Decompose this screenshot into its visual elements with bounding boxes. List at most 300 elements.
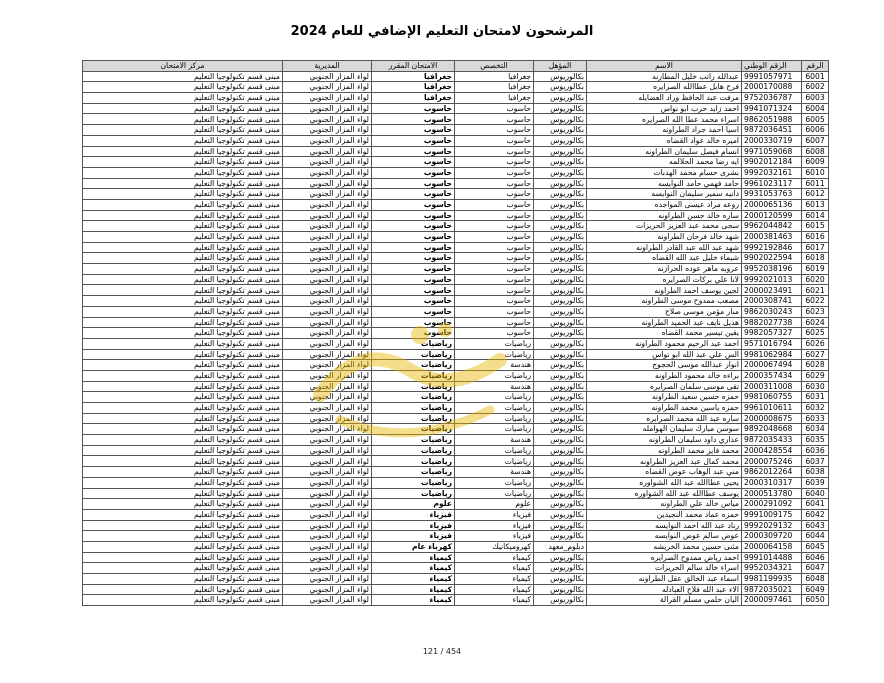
- row-qualification: بكالوريوس: [534, 274, 587, 285]
- row-specialization: جغرافيا: [455, 71, 534, 82]
- row-national-id: 9962044842: [742, 221, 802, 232]
- table-row: [83, 167, 829, 178]
- row-center: مبنى قسم تكنولوجيا التعليم: [83, 488, 283, 499]
- row-name: مني عبد الوهاب عوض القضاه: [587, 467, 742, 478]
- row-national-id: 9992021013: [742, 274, 802, 285]
- row-name: اسماء عبد الخالق عقل الطراونه: [587, 574, 742, 585]
- table-row: [83, 71, 829, 82]
- row-specialization: حاسوب: [455, 103, 534, 114]
- row-qualification: بكالوريوس: [534, 232, 587, 243]
- row-directorate: لواء المزار الجنوبي: [283, 499, 372, 510]
- row-num: 6036: [802, 445, 829, 456]
- row-num: 6014: [802, 210, 829, 221]
- row-exam: رياضيات: [372, 413, 455, 424]
- table-row: [83, 584, 829, 595]
- row-specialization: حاسوب: [455, 157, 534, 168]
- table-row: [83, 424, 829, 435]
- row-center: مبنى قسم تكنولوجيا التعليم: [83, 242, 283, 253]
- header-exam: الامتحان المقرر: [372, 61, 455, 72]
- row-specialization: كيمياء: [455, 552, 534, 563]
- row-specialization: حاسوب: [455, 210, 534, 221]
- row-specialization: حاسوب: [455, 167, 534, 178]
- row-exam: رياضيات: [372, 381, 455, 392]
- row-name: يحيى عطاالله عبد الله الشواوره: [587, 477, 742, 488]
- row-center: مبنى قسم تكنولوجيا التعليم: [83, 392, 283, 403]
- row-exam: رياضيات: [372, 360, 455, 371]
- row-center: مبنى قسم تكنولوجيا التعليم: [83, 424, 283, 435]
- row-qualification: بكالوريوس: [534, 253, 587, 264]
- row-num: 6017: [802, 242, 829, 253]
- row-qualification: بكالوريوس: [534, 93, 587, 104]
- row-directorate: لواء المزار الجنوبي: [283, 328, 372, 339]
- row-qualification: بكالوريوس: [534, 285, 587, 296]
- row-num: 6027: [802, 349, 829, 360]
- row-national-id: 9902022594: [742, 253, 802, 264]
- row-directorate: لواء المزار الجنوبي: [283, 221, 372, 232]
- row-center: مبنى قسم تكنولوجيا التعليم: [83, 71, 283, 82]
- row-qualification: بكالوريوس: [534, 189, 587, 200]
- row-specialization: هندسة: [455, 435, 534, 446]
- row-qualification: بكالوريوس: [534, 552, 587, 563]
- table-row: [83, 317, 829, 328]
- row-center: مبنى قسم تكنولوجيا التعليم: [83, 317, 283, 328]
- row-national-id: 9982057327: [742, 328, 802, 339]
- row-specialization: كيمياء: [455, 574, 534, 585]
- row-name: تقى موسى سلمان الصرايره: [587, 381, 742, 392]
- table-body: [83, 71, 829, 605]
- row-specialization: رياضيات: [455, 456, 534, 467]
- row-num: 6021: [802, 285, 829, 296]
- row-center: مبنى قسم تكنولوجيا التعليم: [83, 125, 283, 136]
- row-national-id: 2000008675: [742, 413, 802, 424]
- table-row: [83, 563, 829, 574]
- row-specialization: حاسوب: [455, 274, 534, 285]
- row-directorate: لواء المزار الجنوبي: [283, 552, 372, 563]
- row-num: 6007: [802, 135, 829, 146]
- row-specialization: حاسوب: [455, 146, 534, 157]
- row-directorate: لواء المزار الجنوبي: [283, 349, 372, 360]
- row-name: محمد فايز محمد الطراونه: [587, 445, 742, 456]
- row-qualification: بكالوريوس: [534, 167, 587, 178]
- row-directorate: لواء المزار الجنوبي: [283, 531, 372, 542]
- row-center: مبنى قسم تكنولوجيا التعليم: [83, 103, 283, 114]
- row-directorate: لواء المزار الجنوبي: [283, 424, 372, 435]
- row-exam: رياضيات: [372, 445, 455, 456]
- row-specialization: رياضيات: [455, 403, 534, 414]
- row-directorate: لواء المزار الجنوبي: [283, 563, 372, 574]
- row-name: اليان حلمي مسلم القرالة: [587, 595, 742, 606]
- row-center: مبنى قسم تكنولوجيا التعليم: [83, 296, 283, 307]
- row-name: دانيه سمير سليمان النوايسه: [587, 189, 742, 200]
- row-specialization: جغرافيا: [455, 82, 534, 93]
- row-num: 6018: [802, 253, 829, 264]
- row-directorate: لواء المزار الجنوبي: [283, 338, 372, 349]
- table-row: [83, 274, 829, 285]
- row-national-id: 2000513780: [742, 488, 802, 499]
- row-national-id: 9571016794: [742, 338, 802, 349]
- row-specialization: كهروميكانيك: [455, 541, 534, 552]
- table-row: [83, 552, 829, 563]
- row-num: 6001: [802, 71, 829, 82]
- row-national-id: 9991014488: [742, 552, 802, 563]
- row-center: مبنى قسم تكنولوجيا التعليم: [83, 584, 283, 595]
- row-name: الس علي عبد الله ابو نواس: [587, 349, 742, 360]
- row-name: ايه رضا محمد الحلالمه: [587, 157, 742, 168]
- row-center: مبنى قسم تكنولوجيا التعليم: [83, 531, 283, 542]
- row-name: محمد كمال عبد العزيز الطراونه: [587, 456, 742, 467]
- row-exam: رياضيات: [372, 424, 455, 435]
- row-qualification: بكالوريوس: [534, 71, 587, 82]
- row-qualification: بكالوريوس: [534, 317, 587, 328]
- row-num: 6026: [802, 338, 829, 349]
- row-national-id: 9931053763: [742, 189, 802, 200]
- table-row: [83, 82, 829, 93]
- row-directorate: لواء المزار الجنوبي: [283, 178, 372, 189]
- row-qualification: بكالوريوس: [534, 584, 587, 595]
- row-center: مبنى قسم تكنولوجيا التعليم: [83, 210, 283, 221]
- row-num: 6030: [802, 381, 829, 392]
- row-specialization: حاسوب: [455, 135, 534, 146]
- row-national-id: 2000065136: [742, 199, 802, 210]
- row-qualification: بكالوريوس: [534, 82, 587, 93]
- row-center: مبنى قسم تكنولوجيا التعليم: [83, 221, 283, 232]
- row-specialization: حاسوب: [455, 253, 534, 264]
- row-qualification: دبلوم_معهد: [534, 541, 587, 552]
- row-center: مبنى قسم تكنولوجيا التعليم: [83, 413, 283, 424]
- row-directorate: لواء المزار الجنوبي: [283, 381, 372, 392]
- row-exam: رياضيات: [372, 392, 455, 403]
- row-center: مبنى قسم تكنولوجيا التعليم: [83, 306, 283, 317]
- row-center: مبنى قسم تكنولوجيا التعليم: [83, 114, 283, 125]
- row-exam: رياضيات: [372, 338, 455, 349]
- row-directorate: لواء المزار الجنوبي: [283, 103, 372, 114]
- row-name: اميره خالد عواد القضاه: [587, 135, 742, 146]
- row-directorate: لواء المزار الجنوبي: [283, 242, 372, 253]
- header-specialization: التخصص: [455, 61, 534, 72]
- row-num: 6004: [802, 103, 829, 114]
- row-qualification: بكالوريوس: [534, 381, 587, 392]
- row-directorate: لواء المزار الجنوبي: [283, 253, 372, 264]
- table-row: [83, 125, 829, 136]
- row-center: مبنى قسم تكنولوجيا التعليم: [83, 178, 283, 189]
- row-directorate: لواء المزار الجنوبي: [283, 477, 372, 488]
- row-directorate: لواء المزار الجنوبي: [283, 285, 372, 296]
- row-center: مبنى قسم تكنولوجيا التعليم: [83, 135, 283, 146]
- row-specialization: رياضيات: [455, 338, 534, 349]
- row-national-id: 9961010611: [742, 403, 802, 414]
- row-national-id: 2000308741: [742, 296, 802, 307]
- row-num: 6011: [802, 178, 829, 189]
- row-name: منار مؤمن موسى صلاح: [587, 306, 742, 317]
- row-specialization: حاسوب: [455, 296, 534, 307]
- row-exam: رياضيات: [372, 370, 455, 381]
- row-national-id: 2000309720: [742, 531, 802, 542]
- page-title: المرشحون لامتحان التعليم الإضافي للعام 2024: [290, 24, 594, 39]
- row-name: لجين يوسف احمد الطراونه: [587, 285, 742, 296]
- row-national-id: 2000067494: [742, 360, 802, 371]
- row-num: 6037: [802, 456, 829, 467]
- row-national-id: 9992032161: [742, 167, 802, 178]
- row-center: مبنى قسم تكنولوجيا التعليم: [83, 509, 283, 520]
- row-exam: فيزياء: [372, 509, 455, 520]
- row-name: ساره عبد الله محمد الصرايره: [587, 413, 742, 424]
- row-national-id: 9862012264: [742, 467, 802, 478]
- row-exam: حاسوب: [372, 317, 455, 328]
- row-specialization: حاسوب: [455, 199, 534, 210]
- row-directorate: لواء المزار الجنوبي: [283, 232, 372, 243]
- row-exam: حاسوب: [372, 242, 455, 253]
- header-directorate: المديرية: [283, 61, 372, 72]
- row-national-id: 9862051988: [742, 114, 802, 125]
- row-exam: حاسوب: [372, 306, 455, 317]
- row-exam: حاسوب: [372, 274, 455, 285]
- row-name: عبدالله راتب خليل المطارنه: [587, 71, 742, 82]
- row-exam: حاسوب: [372, 146, 455, 157]
- table-row: [83, 370, 829, 381]
- row-name: ساره خالد حسن الطراونه: [587, 210, 742, 221]
- row-num: 6005: [802, 114, 829, 125]
- row-national-id: 9952038196: [742, 264, 802, 275]
- table-row: [83, 456, 829, 467]
- row-specialization: هندسة: [455, 467, 534, 478]
- row-center: مبنى قسم تكنولوجيا التعليم: [83, 445, 283, 456]
- row-qualification: بكالوريوس: [534, 338, 587, 349]
- row-name: يوسف عطاالله عبد الله الشواوره: [587, 488, 742, 499]
- row-exam: رياضيات: [372, 435, 455, 446]
- row-center: مبنى قسم تكنولوجيا التعليم: [83, 552, 283, 563]
- row-exam: جغرافيا: [372, 71, 455, 82]
- row-name: اسيا احمد جراد الطراونه: [587, 125, 742, 136]
- row-name: يقين تيسير محمد القضاه: [587, 328, 742, 339]
- row-national-id: 2000120599: [742, 210, 802, 221]
- row-directorate: لواء المزار الجنوبي: [283, 360, 372, 371]
- row-num: 6003: [802, 93, 829, 104]
- header-national-id: الرقم الوطني: [742, 61, 802, 72]
- row-qualification: بكالوريوس: [534, 424, 587, 435]
- row-directorate: لواء المزار الجنوبي: [283, 189, 372, 200]
- row-exam: كيمياء: [372, 584, 455, 595]
- row-exam: حاسوب: [372, 296, 455, 307]
- row-national-id: 9952034321: [742, 563, 802, 574]
- row-national-id: 9981199935: [742, 574, 802, 585]
- table-row: [83, 574, 829, 585]
- row-center: مبنى قسم تكنولوجيا التعليم: [83, 574, 283, 585]
- row-center: مبنى قسم تكنولوجيا التعليم: [83, 274, 283, 285]
- row-directorate: لواء المزار الجنوبي: [283, 167, 372, 178]
- row-national-id: 9872035021: [742, 584, 802, 595]
- row-num: 6042: [802, 509, 829, 520]
- row-directorate: لواء المزار الجنوبي: [283, 135, 372, 146]
- row-qualification: بكالوريوس: [534, 114, 587, 125]
- row-name: انسام فيصل سليمان الطراونه: [587, 146, 742, 157]
- row-national-id: 2000357434: [742, 370, 802, 381]
- row-national-id: 2000075246: [742, 456, 802, 467]
- table-row: [83, 488, 829, 499]
- row-exam: جغرافيا: [372, 93, 455, 104]
- table-row: [83, 413, 829, 424]
- row-specialization: حاسوب: [455, 221, 534, 232]
- row-directorate: لواء المزار الجنوبي: [283, 306, 372, 317]
- table-row: [83, 435, 829, 446]
- row-name: حمزه عماد محمد النجيدين: [587, 509, 742, 520]
- row-directorate: لواء المزار الجنوبي: [283, 199, 372, 210]
- row-qualification: بكالوريوس: [534, 296, 587, 307]
- table-row: [83, 520, 829, 531]
- row-exam: حاسوب: [372, 125, 455, 136]
- row-num: 6016: [802, 232, 829, 243]
- row-qualification: بكالوريوس: [534, 157, 587, 168]
- row-directorate: لواء المزار الجنوبي: [283, 114, 372, 125]
- row-exam: حاسوب: [372, 167, 455, 178]
- row-center: مبنى قسم تكنولوجيا التعليم: [83, 232, 283, 243]
- row-specialization: حاسوب: [455, 178, 534, 189]
- table-row: [83, 328, 829, 339]
- row-specialization: حاسوب: [455, 125, 534, 136]
- row-national-id: 9981060755: [742, 392, 802, 403]
- row-qualification: بكالوريوس: [534, 264, 587, 275]
- row-national-id: 9961023117: [742, 178, 802, 189]
- row-national-id: 2000064158: [742, 541, 802, 552]
- row-specialization: هندسة: [455, 381, 534, 392]
- row-qualification: بكالوريوس: [534, 531, 587, 542]
- header-center: مركز الامتحان: [83, 61, 283, 72]
- row-specialization: فيزياء: [455, 509, 534, 520]
- row-qualification: بكالوريوس: [534, 221, 587, 232]
- row-name: عوض سالم عوض النوايسه: [587, 531, 742, 542]
- row-qualification: بكالوريوس: [534, 178, 587, 189]
- row-national-id: 2000291092: [742, 499, 802, 510]
- table-row: [83, 178, 829, 189]
- row-directorate: لواء المزار الجنوبي: [283, 264, 372, 275]
- row-num: 6041: [802, 499, 829, 510]
- row-exam: حاسوب: [372, 285, 455, 296]
- row-exam: علوم: [372, 499, 455, 510]
- row-num: 6049: [802, 584, 829, 595]
- row-center: مبنى قسم تكنولوجيا التعليم: [83, 360, 283, 371]
- row-specialization: فيزياء: [455, 520, 534, 531]
- row-directorate: لواء المزار الجنوبي: [283, 574, 372, 585]
- row-national-id: 9992029132: [742, 520, 802, 531]
- row-directorate: لواء المزار الجنوبي: [283, 403, 372, 414]
- row-specialization: رياضيات: [455, 413, 534, 424]
- table-row: [83, 114, 829, 125]
- row-directorate: لواء المزار الجنوبي: [283, 467, 372, 478]
- page-number: 121 / 454: [422, 647, 462, 656]
- table-row: [83, 338, 829, 349]
- row-exam: حاسوب: [372, 199, 455, 210]
- row-directorate: لواء المزار الجنوبي: [283, 456, 372, 467]
- row-num: 6035: [802, 435, 829, 446]
- row-qualification: بكالوريوس: [534, 456, 587, 467]
- table-row: [83, 103, 829, 114]
- row-directorate: لواء المزار الجنوبي: [283, 595, 372, 606]
- row-name: انوار عبدالله موسى الحجوج: [587, 360, 742, 371]
- row-num: 6032: [802, 403, 829, 414]
- row-national-id: 9902012184: [742, 157, 802, 168]
- row-directorate: لواء المزار الجنوبي: [283, 82, 372, 93]
- row-directorate: لواء المزار الجنوبي: [283, 210, 372, 221]
- row-center: مبنى قسم تكنولوجيا التعليم: [83, 477, 283, 488]
- row-center: مبنى قسم تكنولوجيا التعليم: [83, 82, 283, 93]
- row-exam: كيمياء: [372, 595, 455, 606]
- row-name: شهد عبد الله عبد القادر الطراونه: [587, 242, 742, 253]
- table-row: [83, 199, 829, 210]
- row-name: عروبه ماهر عوده الحرازنه: [587, 264, 742, 275]
- row-num: 6025: [802, 328, 829, 339]
- table-row: [83, 381, 829, 392]
- row-center: مبنى قسم تكنولوجيا التعليم: [83, 435, 283, 446]
- row-center: مبنى قسم تكنولوجيا التعليم: [83, 328, 283, 339]
- row-center: مبنى قسم تكنولوجيا التعليم: [83, 467, 283, 478]
- header-name: الاسم: [587, 61, 742, 72]
- row-name: شهد خالد فرحان الطراونه: [587, 232, 742, 243]
- row-name: سوسن مبارك سليمان الهوامله: [587, 424, 742, 435]
- row-national-id: 2000428554: [742, 445, 802, 456]
- table-row: [83, 392, 829, 403]
- row-num: 6010: [802, 167, 829, 178]
- row-national-id: 9892048668: [742, 424, 802, 435]
- row-center: مبنى قسم تكنولوجيا التعليم: [83, 456, 283, 467]
- header-num: الرقم: [802, 61, 829, 72]
- row-exam: رياضيات: [372, 403, 455, 414]
- row-name: مثنى حسين محمد الخريشه: [587, 541, 742, 552]
- row-exam: رياضيات: [372, 488, 455, 499]
- row-exam: كيمياء: [372, 552, 455, 563]
- row-num: 6033: [802, 413, 829, 424]
- row-specialization: حاسوب: [455, 242, 534, 253]
- row-center: مبنى قسم تكنولوجيا التعليم: [83, 285, 283, 296]
- row-specialization: رياضيات: [455, 477, 534, 488]
- table-row: [83, 477, 829, 488]
- row-center: مبنى قسم تكنولوجيا التعليم: [83, 167, 283, 178]
- row-specialization: رياضيات: [455, 392, 534, 403]
- table-row: [83, 93, 829, 104]
- row-name: براءه خالد محمود الطراونه: [587, 370, 742, 381]
- row-num: 6020: [802, 274, 829, 285]
- row-specialization: حاسوب: [455, 285, 534, 296]
- row-center: مبنى قسم تكنولوجيا التعليم: [83, 253, 283, 264]
- row-specialization: علوم: [455, 499, 534, 510]
- row-specialization: حاسوب: [455, 264, 534, 275]
- table-row: [83, 467, 829, 478]
- row-specialization: كيمياء: [455, 563, 534, 574]
- row-qualification: بكالوريوس: [534, 103, 587, 114]
- row-specialization: فيزياء: [455, 531, 534, 542]
- row-directorate: لواء المزار الجنوبي: [283, 157, 372, 168]
- row-num: 6047: [802, 563, 829, 574]
- row-exam: حاسوب: [372, 328, 455, 339]
- row-qualification: بكالوريوس: [534, 595, 587, 606]
- row-qualification: بكالوريوس: [534, 574, 587, 585]
- row-exam: رياضيات: [372, 467, 455, 478]
- row-specialization: هندسة: [455, 360, 534, 371]
- row-center: مبنى قسم تكنولوجيا التعليم: [83, 541, 283, 552]
- row-center: مبنى قسم تكنولوجيا التعليم: [83, 403, 283, 414]
- row-qualification: بكالوريوس: [534, 488, 587, 499]
- row-qualification: بكالوريوس: [534, 349, 587, 360]
- row-center: مبنى قسم تكنولوجيا التعليم: [83, 595, 283, 606]
- row-name: مياس خالد علي الطراونه: [587, 499, 742, 510]
- row-qualification: بكالوريوس: [534, 125, 587, 136]
- row-national-id: 9862030243: [742, 306, 802, 317]
- row-specialization: رياضيات: [455, 445, 534, 456]
- row-national-id: 2000381463: [742, 232, 802, 243]
- row-national-id: 9971059068: [742, 146, 802, 157]
- row-num: 6022: [802, 296, 829, 307]
- row-directorate: لواء المزار الجنوبي: [283, 413, 372, 424]
- row-national-id: 9991009175: [742, 509, 802, 520]
- table-row: [83, 541, 829, 552]
